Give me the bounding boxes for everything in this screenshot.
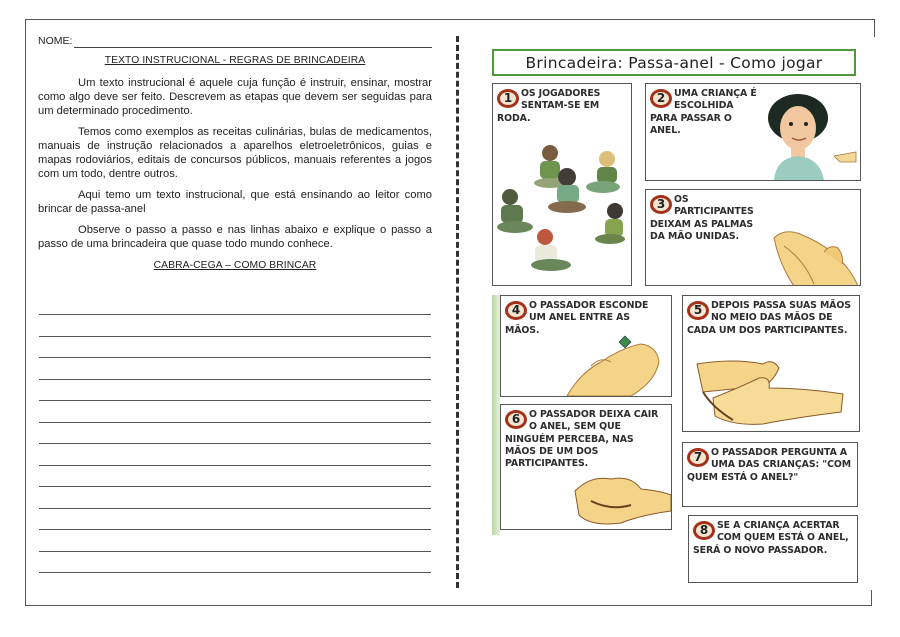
step-text: O PASSADOR ESCONDE UM ANEL ENTRE AS MÃOS.	[505, 300, 649, 336]
children-in-circle-illustration	[495, 139, 629, 279]
step-number-badge: 5	[687, 301, 709, 320]
dashed-fold-line	[456, 36, 459, 588]
step-card-5	[682, 295, 860, 432]
answer-line[interactable]	[39, 379, 431, 380]
answer-line[interactable]	[39, 486, 431, 487]
passa-anel-title: Brincadeira: Passa-anel - Como jogar	[492, 49, 856, 76]
worksheet-left-page	[38, 30, 432, 281]
answer-line[interactable]	[39, 508, 431, 509]
step-text: O PASSADOR PERGUNTA A UMA DAS CRIANÇAS: "COM QUEM ESTÁ O ANEL?"	[687, 447, 851, 483]
step-card-4	[500, 295, 672, 397]
page-frame-top	[25, 19, 875, 20]
paragraph-examples: Temos como exemplos as receitas culinárias, bulas de medicamentos, manuais de instrução relacionados a aparelhos eletroeletrônicos, guias e mapas rodoviários, editais de concursos públicos, manuais referentes a jogos com um todo, dentre outros.	[38, 126, 432, 180]
answer-line[interactable]	[39, 357, 431, 358]
answer-line[interactable]	[39, 465, 431, 466]
step-card-8	[688, 515, 858, 583]
step-card-7	[682, 442, 858, 507]
step-text: DEPOIS PASSA SUAS MÃOS NO MEIO DAS MÃOS DE CADA UM DOS PARTICIPANTES.	[687, 300, 851, 336]
step-text: O PASSADOR DEIXA CAIR O ANEL, SEM QUE NINGUÉM PERCEBA, NAS MÃOS DE UM DOS PARTICIPANTES.	[505, 409, 659, 470]
answer-line[interactable]	[39, 529, 431, 530]
name-label: NOME:	[38, 35, 73, 47]
step-text: SE A CRIANÇA ACERTAR COM QUEM ESTÁ O ANEL, SERÁ O NOVO PASSADOR.	[693, 520, 849, 556]
step-number-badge: 8	[693, 521, 715, 540]
page-frame-corner-bottom-right	[871, 590, 872, 606]
answer-line[interactable]	[39, 572, 431, 573]
step-card-1	[492, 83, 632, 286]
page-frame-corner-top-right	[874, 19, 875, 37]
girl-illustration	[756, 88, 860, 180]
step-text: OS PARTICIPANTES DEIXAM AS PALMAS DA MÃO UNIDAS.	[650, 194, 754, 242]
joined-palms-illustration	[764, 226, 860, 286]
hands-dropping-ring-illustration	[571, 471, 671, 529]
paragraph-passa-anel-intro: Aqui temo um texto instrucional, que está ensinando ao leitor como brincar de passa-anel	[38, 189, 432, 215]
hands-hiding-ring-illustration	[561, 332, 671, 396]
decorative-green-stripe	[492, 295, 500, 535]
answer-line[interactable]	[39, 422, 431, 423]
answer-line[interactable]	[39, 443, 431, 444]
step-number-badge: 7	[687, 448, 709, 467]
answer-line[interactable]	[39, 400, 431, 401]
name-blank-line[interactable]	[74, 37, 432, 48]
step-number-badge: 1	[497, 89, 519, 108]
answer-line[interactable]	[39, 336, 431, 337]
cabra-cega-heading: CABRA-CEGA – COMO BRINCAR	[153, 260, 317, 271]
step-text: UMA CRIANÇA É ESCOLHIDA PARA PASSAR O ANEL.	[650, 88, 757, 136]
answer-lines	[39, 314, 431, 594]
step-card-3	[645, 189, 861, 286]
answer-line[interactable]	[39, 314, 431, 315]
paragraph-instructions: Observe o passo a passo e nas linhas abaixo e explique o passo a passo de uma brincadeira que quase todo mundo conhece.	[38, 224, 432, 250]
step-number-badge: 3	[650, 195, 672, 214]
worksheet-heading: TEXTO INSTRUCIONAL - REGRAS DE BRINCADEIRA	[104, 55, 366, 66]
step-card-2	[645, 83, 861, 181]
hands-passing-illustration	[693, 358, 853, 430]
step-text: OS JOGADORES SENTAM-SE EM RODA.	[497, 88, 601, 124]
paragraph-definition: Um texto instrucional é aquele cuja função é instruir, ensinar, mostrar como algo deve ser feito. Descrevem as etapas que devem ser seguidas para um determinado procedimento.	[38, 77, 432, 117]
step-number-badge: 2	[650, 89, 672, 108]
step-number-badge: 6	[505, 410, 527, 429]
page-frame-bottom	[25, 605, 872, 606]
name-field-row	[38, 34, 432, 48]
answer-line[interactable]	[39, 551, 431, 552]
step-card-6	[500, 404, 672, 530]
page-frame-left	[25, 19, 26, 606]
step-number-badge: 4	[505, 301, 527, 320]
